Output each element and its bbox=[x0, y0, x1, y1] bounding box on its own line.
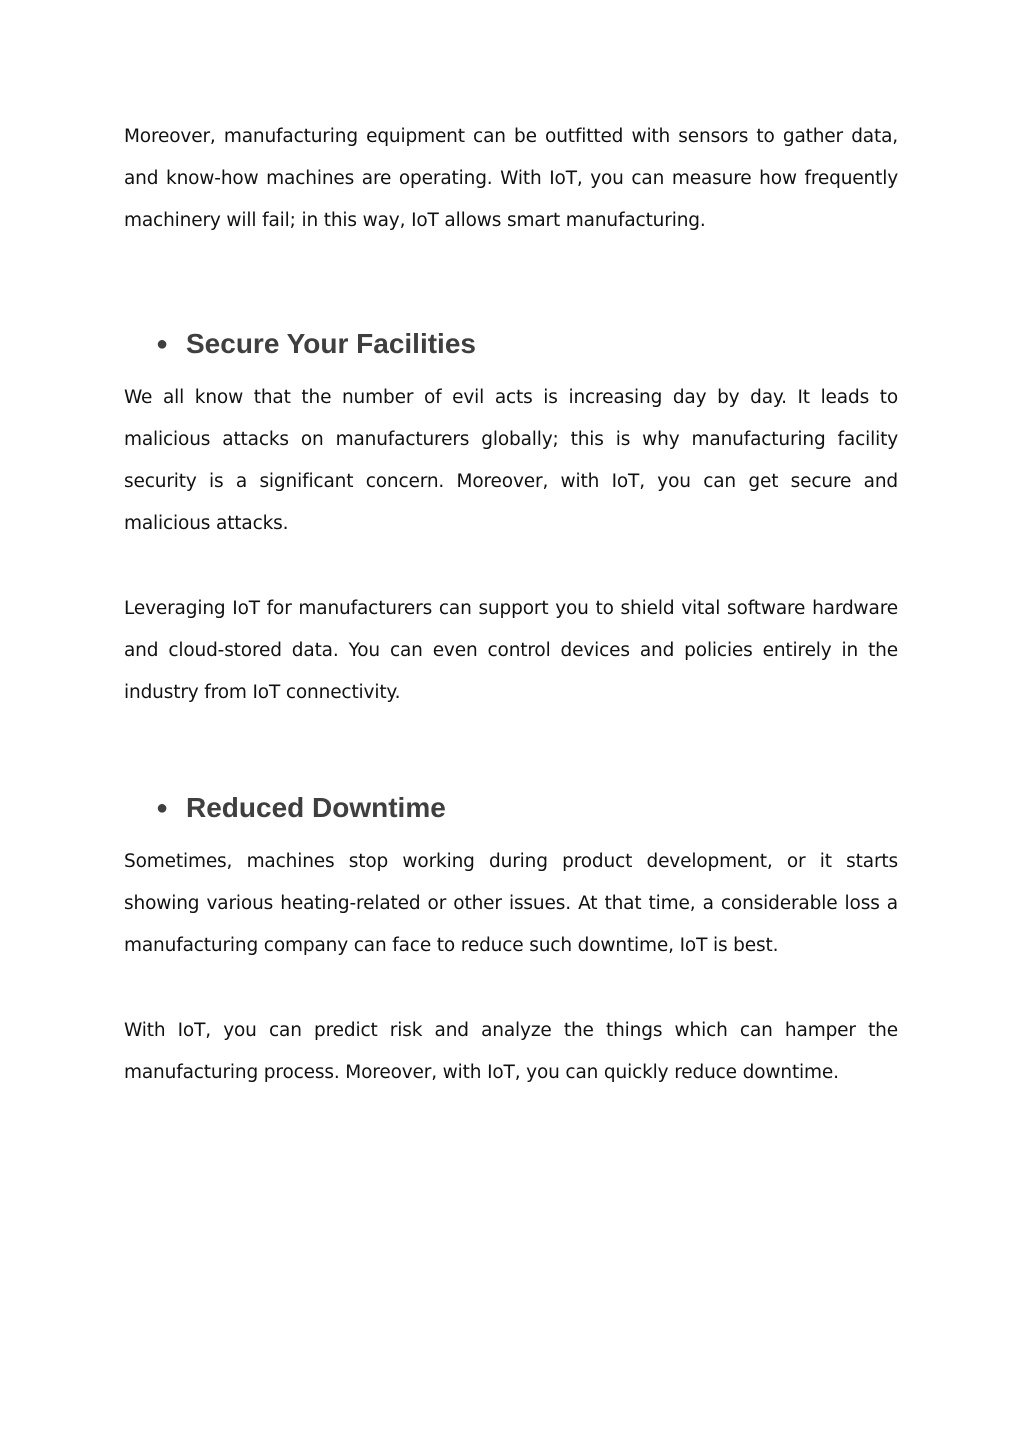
bullet-icon: ● bbox=[156, 333, 169, 355]
downtime-paragraph-2: With IoT, you can predict risk and analyze the things which can hamper the manufacturing process. Moreover, with IoT, you can quickly reduce downtime. bbox=[124, 1020, 898, 1083]
downtime-paragraph-1: Sometimes, machines stop working during product development, or it starts showing various heating-related or other issues. At that time, a considerable loss a manufacturing company can face to reduce such downtime, IoT is best. bbox=[124, 851, 898, 956]
bullet-icon: ● bbox=[156, 797, 169, 819]
intro-paragraph: Moreover, manufacturing equipment can be outfitted with sensors to gather data, and know-how machines are operating. With IoT, you can measure how frequently machinery will fail; in this way, IoT allows smart manufacturing. bbox=[124, 126, 898, 231]
section-heading-downtime-label: Reduced Downtime bbox=[186, 792, 446, 823]
secure-paragraph-2: Leveraging IoT for manufacturers can support you to shield vital software hardware and cloud-stored data. You can even control devices and policies entirely in the industry from IoT connectivity. bbox=[124, 598, 898, 703]
section-heading-secure bbox=[156, 324, 476, 364]
secure-paragraph-1: We all know that the number of evil acts is increasing day by day. It leads to malicious attacks on manufacturers globally; this is why manufacturing facility security is a significant concern. Moreover, with IoT, you can get secure and malicious attacks. bbox=[124, 387, 898, 534]
section-heading-secure-label: Secure Your Facilities bbox=[186, 328, 476, 359]
section-heading-downtime bbox=[156, 788, 446, 828]
